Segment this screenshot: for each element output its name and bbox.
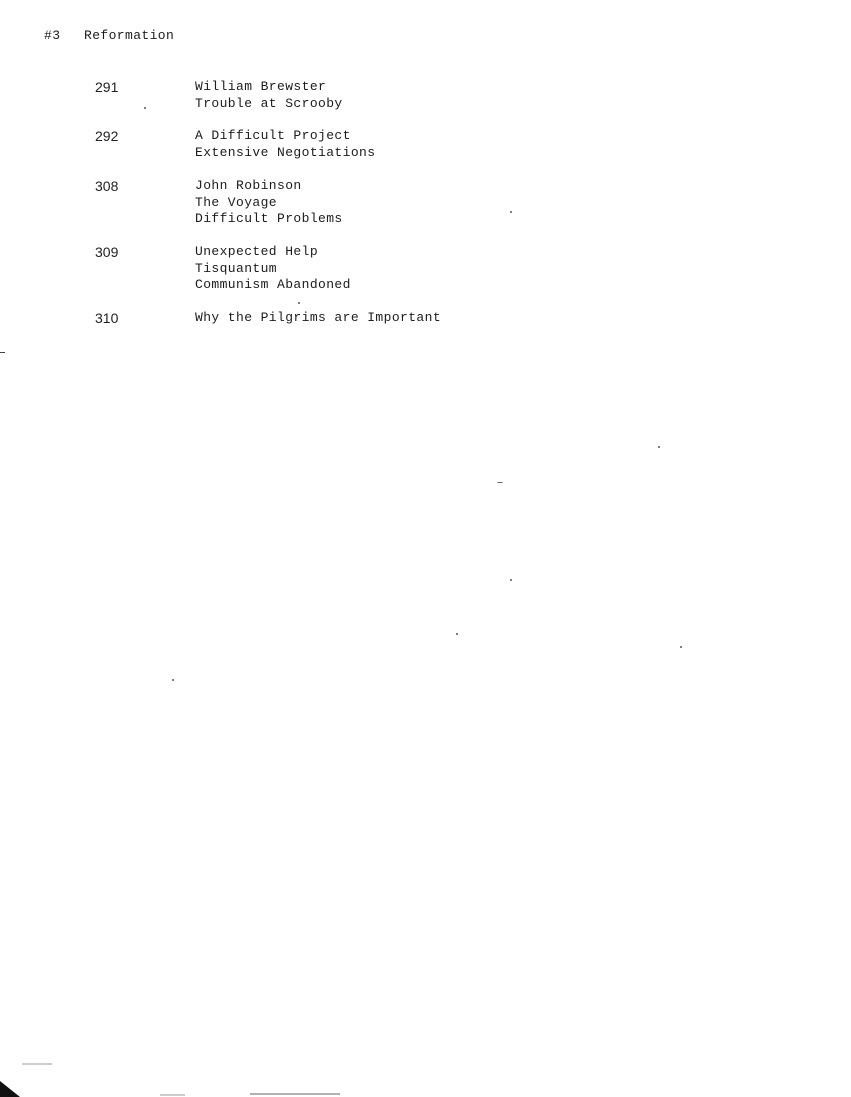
page-number: 309	[95, 243, 119, 260]
entry-title: Extensive Negotiations	[195, 145, 376, 161]
scan-edge-mark	[0, 352, 5, 353]
page-corner-mark	[0, 1081, 20, 1097]
scan-speck	[298, 302, 300, 304]
section-number: #3	[44, 28, 61, 43]
section-title: Reformation	[84, 28, 175, 43]
page-number: 308	[95, 177, 119, 194]
scan-speck	[510, 579, 512, 581]
entry-titles	[195, 244, 351, 294]
entry-titles	[195, 128, 375, 161]
scan-speck	[172, 679, 174, 681]
entry-title: Trouble at Scrooby	[195, 95, 343, 111]
scan-speck	[456, 633, 458, 635]
entry-title: The Voyage	[195, 194, 278, 210]
contents-entry	[95, 178, 595, 228]
entry-title: Unexpected Help	[195, 243, 319, 259]
scan-speck	[680, 646, 682, 648]
section-header	[44, 28, 174, 43]
entry-title: Difficult Problems	[195, 211, 343, 227]
entry-titles	[195, 178, 343, 228]
entry-title: William Brewster	[195, 79, 327, 94]
entry-titles	[195, 79, 343, 112]
entry-title: A Difficult Project	[195, 128, 351, 144]
entry-titles	[195, 310, 441, 327]
contents-list	[95, 79, 595, 343]
contents-entry	[95, 79, 595, 112]
page-number: 292	[95, 128, 119, 145]
scan-speck	[144, 107, 146, 109]
entry-title: Tisquantum	[195, 260, 278, 276]
entry-title: John Robinson	[195, 177, 302, 193]
scan-smudge	[250, 1093, 340, 1095]
contents-entry	[95, 244, 595, 294]
contents-entry	[95, 310, 595, 327]
scan-smudge	[160, 1094, 185, 1096]
page-number: 310	[95, 310, 119, 327]
scan-speck	[510, 211, 512, 213]
scan-speck	[658, 446, 660, 448]
scan-speck	[497, 482, 503, 483]
contents-entry	[95, 128, 595, 161]
scan-smudge	[22, 1063, 52, 1065]
page-number: 291	[95, 79, 119, 95]
entry-title: Communism Abandoned	[195, 277, 351, 293]
entry-title: Why the Pilgrims are Important	[195, 310, 442, 326]
